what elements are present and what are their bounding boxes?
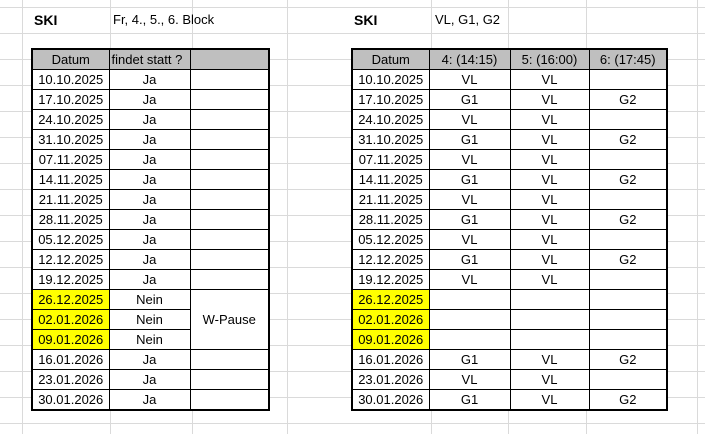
date-cell[interactable]: 17.10.2025 — [32, 90, 109, 110]
header-block-6[interactable]: 6: (17:45) — [589, 49, 667, 70]
status-cell[interactable]: Ja — [109, 130, 190, 150]
schedule-row — [352, 390, 667, 411]
slot-cell[interactable]: G1 — [429, 250, 510, 270]
slot-cell[interactable]: G2 — [589, 210, 667, 230]
attendance-row — [32, 170, 269, 190]
date-cell[interactable]: 30.01.2026 — [352, 390, 429, 411]
slot-cell[interactable]: VL — [510, 150, 589, 170]
date-cell[interactable]: 21.11.2025 — [32, 190, 109, 210]
note-cell[interactable] — [190, 370, 269, 390]
slot-cell[interactable] — [589, 370, 667, 390]
header-block-5[interactable]: 5: (16:00) — [510, 49, 589, 70]
date-cell[interactable]: 31.10.2025 — [32, 130, 109, 150]
note-cell[interactable] — [190, 110, 269, 130]
slot-cell[interactable] — [589, 290, 667, 310]
attendance-row — [32, 370, 269, 390]
slot-cell[interactable] — [510, 290, 589, 310]
attendance-row — [32, 250, 269, 270]
sheet-gridline-vertical — [22, 0, 23, 434]
status-cell[interactable]: Nein — [109, 330, 190, 350]
date-cell[interactable]: 10.10.2025 — [32, 70, 109, 90]
slot-cell[interactable]: G2 — [589, 170, 667, 190]
slot-cell[interactable]: VL — [510, 90, 589, 110]
status-cell[interactable]: Ja — [109, 90, 190, 110]
slot-cell[interactable] — [510, 330, 589, 350]
schedule-row — [352, 310, 667, 330]
note-cell[interactable] — [190, 250, 269, 270]
attendance-row — [32, 70, 269, 90]
date-cell[interactable]: 19.12.2025 — [352, 270, 429, 290]
status-cell[interactable]: Ja — [109, 110, 190, 130]
status-cell[interactable]: Ja — [109, 170, 190, 190]
attendance-row — [32, 270, 269, 290]
attendance-row — [32, 130, 269, 150]
schedule-header-row — [352, 49, 667, 70]
sheet-gridline-horizontal — [0, 7, 705, 8]
date-cell[interactable]: 09.01.2026 — [352, 330, 429, 350]
date-cell[interactable]: 19.12.2025 — [32, 270, 109, 290]
attendance-row — [32, 350, 269, 370]
date-cell[interactable]: 28.11.2025 — [352, 210, 429, 230]
slot-cell[interactable]: G2 — [589, 250, 667, 270]
slot-cell[interactable]: VL — [429, 270, 510, 290]
header-block-4[interactable]: 4: (14:15) — [429, 49, 510, 70]
schedule-row — [352, 230, 667, 250]
schedule-row — [352, 190, 667, 210]
slot-cell[interactable]: VL — [429, 150, 510, 170]
slot-cell[interactable]: G2 — [589, 350, 667, 370]
slot-cell[interactable]: G1 — [429, 210, 510, 230]
slot-cell[interactable]: VL — [429, 110, 510, 130]
date-cell[interactable]: 02.01.2026 — [352, 310, 429, 330]
slot-cell[interactable] — [589, 110, 667, 130]
note-cell[interactable] — [190, 190, 269, 210]
schedule-row — [352, 70, 667, 90]
slot-cell[interactable]: G1 — [429, 130, 510, 150]
schedule-row — [352, 350, 667, 370]
status-cell[interactable]: Ja — [109, 190, 190, 210]
note-cell[interactable] — [190, 270, 269, 290]
w-pause-merged-cell[interactable]: W-Pause — [190, 290, 269, 350]
slot-cell[interactable]: G2 — [589, 90, 667, 110]
schedule-row — [352, 370, 667, 390]
slot-cell[interactable]: VL — [510, 110, 589, 130]
date-cell[interactable]: 17.10.2025 — [352, 90, 429, 110]
date-cell[interactable]: 12.12.2025 — [32, 250, 109, 270]
slot-cell[interactable]: VL — [510, 370, 589, 390]
slot-cell[interactable]: VL — [429, 190, 510, 210]
right-subtitle-cell[interactable]: VL, G1, G2 — [435, 12, 501, 27]
slot-cell[interactable]: G1 — [429, 90, 510, 110]
date-cell[interactable]: 24.10.2025 — [32, 110, 109, 130]
sheet-gridline-horizontal — [0, 423, 705, 424]
note-cell[interactable] — [190, 390, 269, 411]
slot-cell[interactable]: G1 — [429, 390, 510, 411]
date-cell[interactable]: 26.12.2025 — [352, 290, 429, 310]
status-cell[interactable]: Ja — [109, 390, 190, 411]
slot-cell[interactable] — [510, 310, 589, 330]
date-cell[interactable]: 31.10.2025 — [352, 130, 429, 150]
slot-cell[interactable]: VL — [510, 250, 589, 270]
header-findet-statt[interactable]: findet statt ? — [109, 49, 190, 70]
slot-cell[interactable] — [429, 310, 510, 330]
slot-cell[interactable] — [589, 270, 667, 290]
slot-cell[interactable]: VL — [510, 190, 589, 210]
slot-cell[interactable]: VL — [510, 350, 589, 370]
slot-cell[interactable]: G2 — [589, 130, 667, 150]
date-cell[interactable]: 05.12.2025 — [32, 230, 109, 250]
attendance-row — [32, 390, 269, 411]
status-cell[interactable]: Nein — [109, 290, 190, 310]
slot-cell[interactable] — [429, 330, 510, 350]
attendance-row — [32, 210, 269, 230]
slot-cell[interactable] — [589, 310, 667, 330]
slot-cell[interactable]: VL — [510, 170, 589, 190]
schedule-row — [352, 250, 667, 270]
slot-cell[interactable] — [589, 230, 667, 250]
schedule-row — [352, 90, 667, 110]
date-cell[interactable]: 28.11.2025 — [32, 210, 109, 230]
slot-cell[interactable]: VL — [510, 210, 589, 230]
right-title-cell[interactable]: SKI — [354, 12, 378, 28]
status-cell[interactable]: Ja — [109, 370, 190, 390]
slot-cell[interactable] — [589, 190, 667, 210]
note-cell[interactable] — [190, 210, 269, 230]
date-cell[interactable]: 14.11.2025 — [32, 170, 109, 190]
date-cell[interactable]: 23.01.2026 — [352, 370, 429, 390]
schedule-row — [352, 170, 667, 190]
slot-cell[interactable] — [589, 330, 667, 350]
date-cell[interactable]: 14.11.2025 — [352, 170, 429, 190]
sheet-gridline-vertical — [287, 0, 288, 434]
schedule-row — [352, 150, 667, 170]
date-cell[interactable]: 16.01.2026 — [32, 350, 109, 370]
slot-cell[interactable]: G2 — [589, 390, 667, 411]
schedule-row — [352, 270, 667, 290]
note-cell[interactable] — [190, 90, 269, 110]
status-cell[interactable]: Ja — [109, 270, 190, 290]
sheet-gridline-vertical — [697, 0, 698, 434]
slot-cell[interactable] — [589, 70, 667, 90]
date-cell[interactable]: 24.10.2025 — [352, 110, 429, 130]
sheet-gridline-horizontal — [0, 33, 705, 34]
note-cell[interactable] — [190, 170, 269, 190]
slot-cell[interactable]: VL — [510, 390, 589, 411]
note-cell[interactable] — [190, 350, 269, 370]
date-cell[interactable]: 05.12.2025 — [352, 230, 429, 250]
slot-cell[interactable]: VL — [510, 70, 589, 90]
slot-cell[interactable]: VL — [429, 230, 510, 250]
date-cell[interactable]: 23.01.2026 — [32, 370, 109, 390]
date-cell[interactable]: 12.12.2025 — [352, 250, 429, 270]
slot-cell[interactable] — [429, 290, 510, 310]
date-cell[interactable]: 07.11.2025 — [32, 150, 109, 170]
header-datum[interactable]: Datum — [352, 49, 429, 70]
date-cell[interactable]: 21.11.2025 — [352, 190, 429, 210]
date-cell[interactable]: 07.11.2025 — [352, 150, 429, 170]
date-cell[interactable]: 26.12.2025 — [32, 290, 109, 310]
slot-cell[interactable]: VL — [510, 270, 589, 290]
schedule-row — [352, 130, 667, 150]
status-cell[interactable]: Ja — [109, 230, 190, 250]
schedule-row — [352, 110, 667, 130]
status-cell[interactable]: Ja — [109, 250, 190, 270]
attendance-row — [32, 190, 269, 210]
slot-cell[interactable] — [589, 150, 667, 170]
schedule-table — [351, 48, 668, 411]
header-datum[interactable]: Datum — [32, 49, 109, 70]
note-cell[interactable] — [190, 70, 269, 90]
status-cell[interactable]: Ja — [109, 150, 190, 170]
status-cell[interactable]: Ja — [109, 70, 190, 90]
attendance-header-row — [32, 49, 269, 70]
slot-cell[interactable]: VL — [429, 70, 510, 90]
schedule-row — [352, 330, 667, 350]
status-cell[interactable]: Ja — [109, 350, 190, 370]
slot-cell[interactable]: G1 — [429, 170, 510, 190]
date-cell[interactable]: 09.01.2026 — [32, 330, 109, 350]
note-cell[interactable] — [190, 150, 269, 170]
attendance-row — [32, 90, 269, 110]
date-cell[interactable]: 10.10.2025 — [352, 70, 429, 90]
date-cell[interactable]: 16.01.2026 — [352, 350, 429, 370]
attendance-row — [32, 150, 269, 170]
slot-cell[interactable]: VL — [510, 230, 589, 250]
attendance-row — [32, 230, 269, 250]
left-subtitle-cell[interactable]: Fr, 4., 5., 6. Block — [113, 12, 215, 27]
date-cell[interactable]: 02.01.2026 — [32, 310, 109, 330]
header-note-empty[interactable] — [190, 49, 269, 70]
schedule-row — [352, 210, 667, 230]
attendance-row — [32, 110, 269, 130]
status-cell[interactable]: Ja — [109, 210, 190, 230]
slot-cell[interactable]: VL — [429, 370, 510, 390]
slot-cell[interactable]: VL — [510, 130, 589, 150]
schedule-row — [352, 290, 667, 310]
note-cell[interactable] — [190, 130, 269, 150]
left-title-cell[interactable]: SKI — [34, 12, 58, 28]
slot-cell[interactable]: G1 — [429, 350, 510, 370]
attendance-table — [31, 48, 270, 411]
status-cell[interactable]: Nein — [109, 310, 190, 330]
date-cell[interactable]: 30.01.2026 — [32, 390, 109, 411]
note-cell[interactable] — [190, 230, 269, 250]
attendance-row — [32, 290, 269, 310]
